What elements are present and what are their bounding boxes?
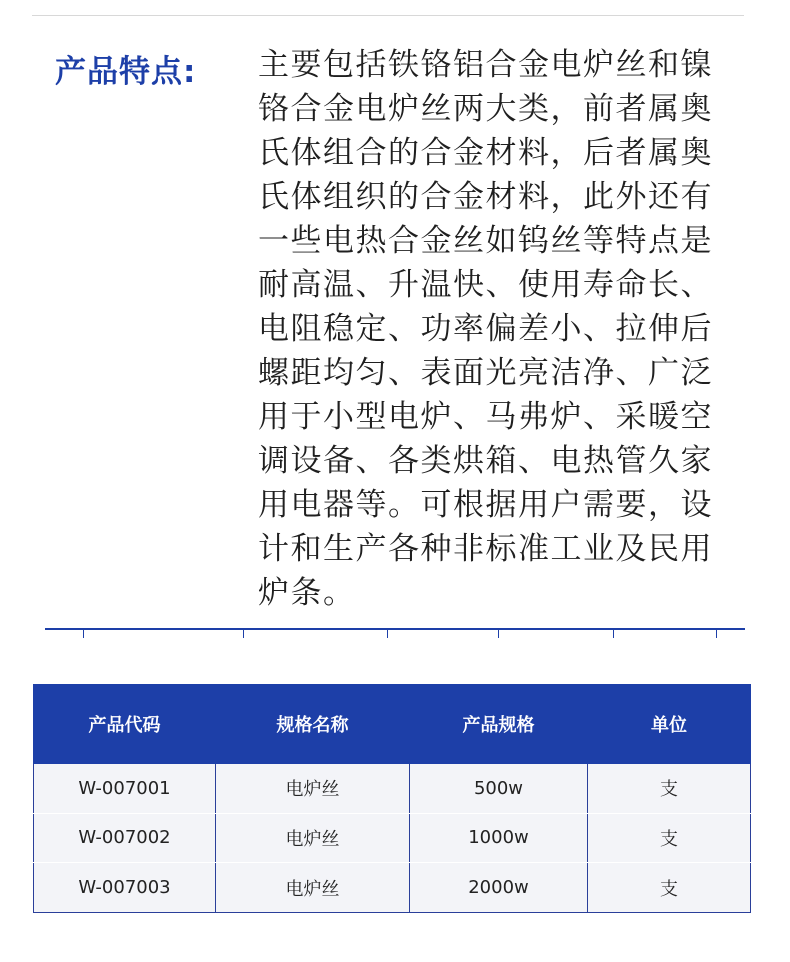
- feature-line: 计和生产各种非标准工业及民用: [258, 531, 713, 567]
- feature-line: 调设备、各类烘箱、电热管久家: [258, 443, 713, 479]
- cell-product-spec: 1000w: [410, 813, 588, 863]
- cell-unit: 支: [588, 813, 751, 863]
- cell-spec-name: 电炉丝: [216, 813, 410, 863]
- header-unit: 单位: [588, 685, 751, 764]
- cell-spec-name: 电炉丝: [216, 863, 410, 913]
- feature-heading: 产品特点:: [55, 54, 197, 90]
- feature-line: 电阻稳定、功率偏差小、拉伸后: [258, 311, 713, 347]
- feature-line: 炉条。: [258, 575, 356, 611]
- cell-product-code: W-007002: [34, 813, 216, 863]
- feature-line: 用于小型电炉、马弗炉、采暖空: [258, 399, 713, 435]
- cell-spec-name: 电炉丝: [216, 764, 410, 814]
- table-row: [34, 863, 751, 913]
- cell-product-code: W-007001: [34, 764, 216, 814]
- feature-line: 铬合金电炉丝两大类，前者属奥: [258, 91, 713, 127]
- cell-unit: 支: [588, 863, 751, 913]
- feature-description: [258, 43, 738, 615]
- top-divider: [32, 15, 744, 16]
- table-row: [34, 764, 751, 814]
- feature-line: 氏体组合的合金材料，后者属奥: [258, 135, 713, 171]
- feature-line: 用电器等。可根据用户需要，设: [258, 487, 713, 523]
- ruler-tick: [498, 630, 499, 638]
- table-row: [34, 813, 751, 863]
- cell-product-spec: 2000w: [410, 863, 588, 913]
- header-product-code: 产品代码: [34, 685, 216, 764]
- ruler-tick: [716, 630, 717, 638]
- ruler-tick: [243, 630, 244, 638]
- ruler-tick: [387, 630, 388, 638]
- spec-table: [33, 684, 751, 913]
- ruler-divider: [45, 628, 745, 630]
- feature-line: 耐高温、升温快、使用寿命长、: [258, 267, 713, 303]
- feature-line: 一些电热合金丝如钨丝等特点是: [258, 223, 713, 259]
- header-spec-name: 规格名称: [216, 685, 410, 764]
- feature-line: 氏体组织的合金材料，此外还有: [258, 179, 713, 215]
- cell-product-spec: 500w: [410, 764, 588, 814]
- table-header-row: [34, 685, 751, 764]
- ruler-tick: [613, 630, 614, 638]
- cell-unit: 支: [588, 764, 751, 814]
- ruler-tick: [83, 630, 84, 638]
- feature-line: 主要包括铁铬铝合金电炉丝和镍: [258, 47, 713, 83]
- header-product-spec: 产品规格: [410, 685, 588, 764]
- feature-line: 螺距均匀、表面光亮洁净、广泛: [258, 355, 713, 391]
- cell-product-code: W-007003: [34, 863, 216, 913]
